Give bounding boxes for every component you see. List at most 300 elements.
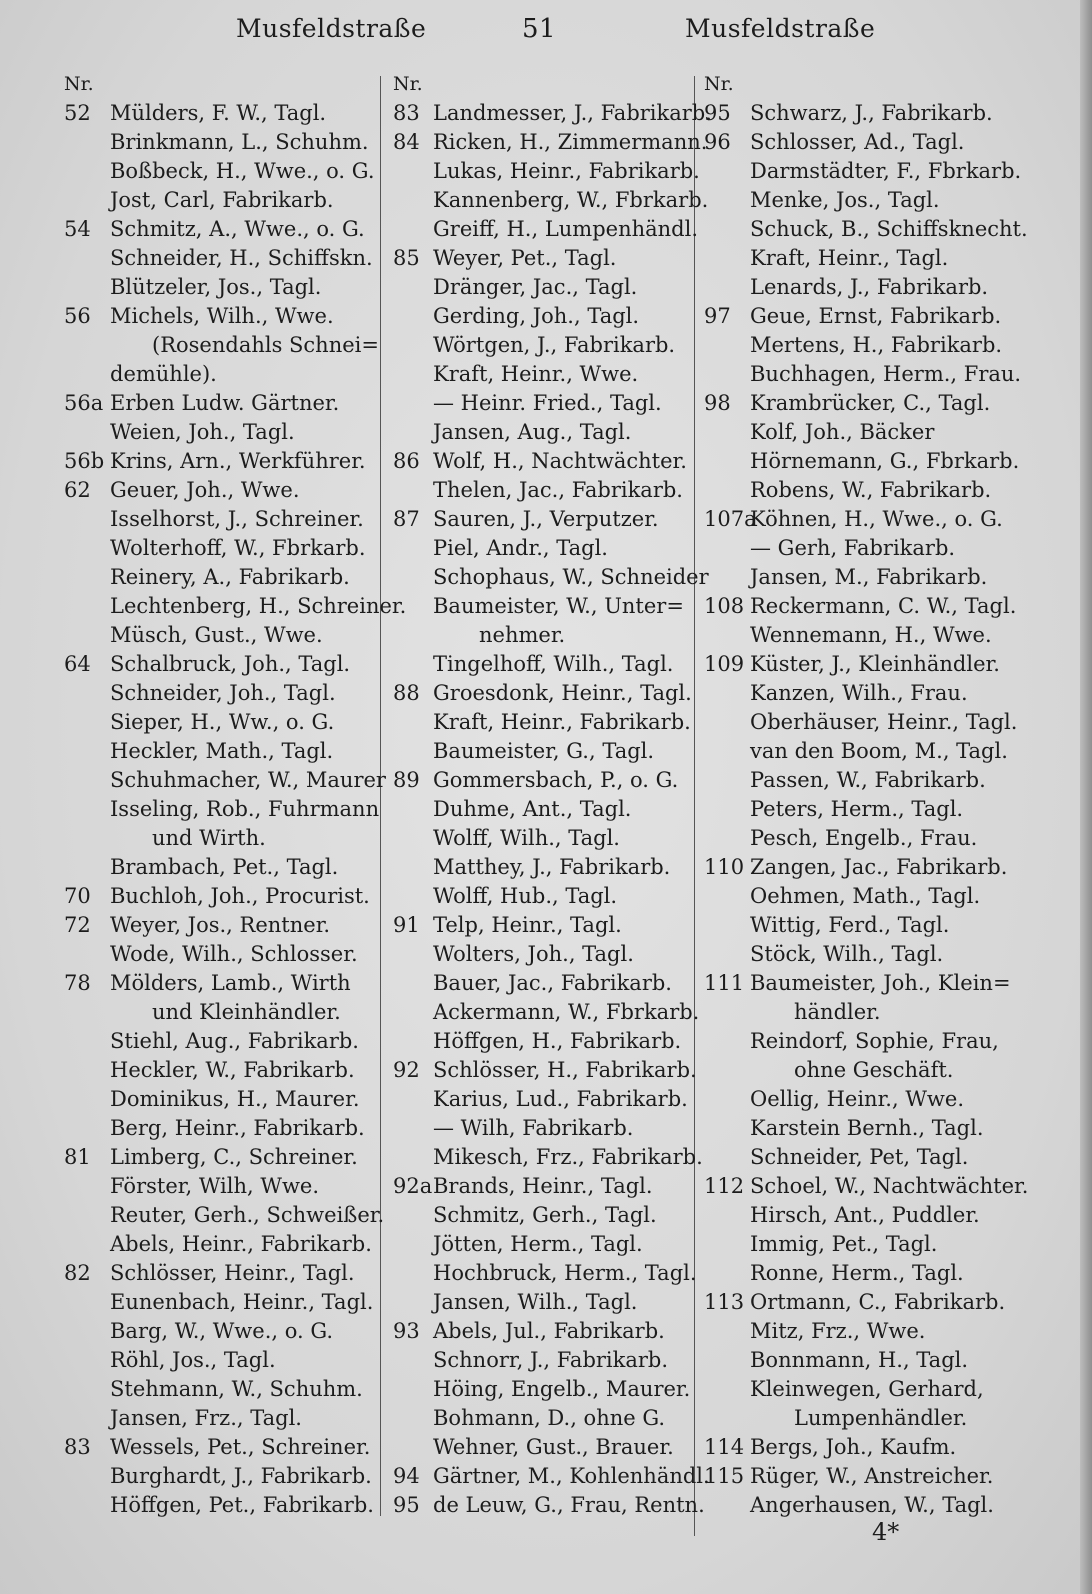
directory-entry	[393, 1317, 693, 1346]
resident-entry: Weyer, Pet., Tagl.	[433, 246, 617, 270]
directory-entry	[704, 650, 1024, 679]
directory-entry	[704, 302, 1024, 331]
directory-entry	[704, 273, 1024, 302]
directory-entry	[393, 1027, 693, 1056]
resident-entry: Jost, Carl, Fabrikarb.	[110, 188, 334, 212]
resident-entry: Oellig, Heinr., Wwe.	[750, 1087, 964, 1111]
directory-entry	[704, 795, 1024, 824]
directory-entry	[704, 1288, 1024, 1317]
directory-entry	[64, 1404, 376, 1433]
resident-entry: Mikesch, Frz., Fabrikarb.	[433, 1145, 703, 1169]
resident-entry: Bauer, Jac., Fabrikarb.	[433, 971, 672, 995]
directory-entry	[393, 1375, 693, 1404]
resident-entry: Zangen, Jac., Fabrikarb.	[750, 855, 1008, 879]
resident-entry: Jötten, Herm., Tagl.	[433, 1232, 643, 1256]
resident-entry: Bergs, Joh., Kaufm.	[750, 1435, 957, 1459]
resident-entry: van den Boom, M., Tagl.	[750, 739, 1008, 763]
house-number: 112	[704, 1174, 745, 1198]
directory-entry	[64, 302, 376, 331]
house-number: 111	[704, 971, 745, 995]
directory-entry	[393, 969, 693, 998]
resident-entry: Kleinwegen, Gerhard,	[750, 1377, 984, 1401]
resident-entry: Wolterhoff, W., Fbrkarb.	[110, 536, 366, 560]
resident-entry: Dominikus, H., Maurer.	[110, 1087, 360, 1111]
directory-entry	[393, 273, 693, 302]
resident-entry: Abels, Jul., Fabrikarb.	[433, 1319, 665, 1343]
resident-entry: Stiehl, Aug., Fabrikarb.	[110, 1029, 359, 1053]
resident-entry: Weien, Joh., Tagl.	[110, 420, 295, 444]
directory-entry	[64, 1462, 376, 1491]
directory-entry	[704, 737, 1024, 766]
resident-entry: Röhl, Jos., Tagl.	[110, 1348, 276, 1372]
resident-entry: Weyer, Jos., Rentner.	[110, 913, 331, 937]
directory-entry	[393, 157, 700, 186]
signature-mark: 4*	[872, 1518, 900, 1546]
directory-entry	[704, 621, 1024, 650]
directory-entry	[64, 563, 376, 592]
directory-entry	[64, 1114, 376, 1143]
resident-entry: Tingelhoff, Wilh., Tagl.	[433, 652, 674, 676]
header-street-left: Musfeldstraße	[236, 14, 427, 43]
resident-entry: Küster, J., Kleinhändler.	[750, 652, 1000, 676]
directory-entry	[64, 360, 376, 389]
directory-entry	[393, 1404, 693, 1433]
house-number: 91	[393, 913, 420, 937]
directory-entry	[64, 1201, 385, 1230]
directory-entry	[393, 128, 708, 157]
resident-entry: Burghardt, J., Fabrikarb.	[110, 1464, 372, 1488]
resident-entry: Lechtenberg, H., Schreiner.	[110, 594, 407, 618]
resident-entry: Baumeister, W., Unter=	[433, 594, 684, 618]
resident-entry: Erben Ludw. Gärtner.	[110, 391, 340, 415]
resident-entry: — Gerh, Fabrikarb.	[750, 536, 956, 560]
resident-entry: Karius, Lud., Fabrikarb.	[433, 1087, 688, 1111]
resident-entry: Ricken, H., Zimmermann.	[433, 130, 708, 154]
resident-entry: Brinkmann, L., Schuhm.	[110, 130, 369, 154]
resident-entry: und Wirth.	[152, 826, 266, 850]
directory-entry	[64, 505, 376, 534]
resident-entry: Wennemann, H., Wwe.	[750, 623, 992, 647]
resident-entry: Mertens, H., Fabrikarb.	[750, 333, 1003, 357]
directory-entry	[64, 1056, 376, 1085]
resident-entry: demühle).	[110, 362, 217, 386]
directory-entry	[393, 1201, 693, 1230]
directory-entry	[393, 302, 693, 331]
directory-entry	[64, 1491, 376, 1520]
directory-entry	[64, 650, 376, 679]
resident-entry: Schmitz, Gerh., Tagl.	[433, 1203, 657, 1227]
directory-entry	[393, 824, 693, 853]
resident-entry: Brambach, Pet., Tagl.	[110, 855, 339, 879]
resident-entry: Hochbruck, Herm., Tagl.	[433, 1261, 697, 1285]
resident-entry: Heckler, Math., Tagl.	[110, 739, 334, 763]
resident-entry: Geuer, Joh., Wwe.	[110, 478, 300, 502]
resident-entry: Kraft, Heinr., Wwe.	[433, 362, 639, 386]
resident-entry: und Kleinhändler.	[152, 1000, 341, 1024]
directory-entry	[64, 708, 376, 737]
resident-entry: Kannenberg, W., Fbrkarb.	[433, 188, 709, 212]
directory-entry	[64, 853, 376, 882]
directory-entry	[704, 1404, 1024, 1433]
resident-entry: Hörnemann, G., Fbrkarb.	[750, 449, 1020, 473]
directory-entry	[393, 650, 693, 679]
resident-entry: Schlösser, H., Fabrikarb.	[433, 1058, 697, 1082]
resident-entry: Eunenbach, Heinr., Tagl.	[110, 1290, 374, 1314]
directory-entry	[64, 476, 376, 505]
house-number: 107a	[704, 507, 757, 531]
resident-entry: Jansen, Wilh., Tagl.	[433, 1290, 638, 1314]
resident-entry: Höing, Engelb., Maurer.	[433, 1377, 691, 1401]
resident-entry: Gerding, Joh., Tagl.	[433, 304, 640, 328]
directory-entry	[704, 1230, 1024, 1259]
resident-entry: de Leuw, G., Frau, Rentn.	[433, 1493, 705, 1517]
resident-entry: Gärtner, M., Kohlenhändl.	[433, 1464, 710, 1488]
house-number: 82	[64, 1261, 91, 1285]
resident-entry: Immig, Pet., Tagl.	[750, 1232, 938, 1256]
directory-entry	[64, 621, 376, 650]
directory-entry	[704, 969, 1024, 998]
directory-entry	[64, 1143, 376, 1172]
directory-entry	[64, 447, 376, 476]
resident-entry: Darmstädter, F., Fbrkarb.	[750, 159, 1022, 183]
header-street-right: Musfeldstraße	[685, 14, 876, 43]
resident-entry: Stehmann, W., Schuhm.	[110, 1377, 363, 1401]
resident-entry: Schalbruck, Joh., Tagl.	[110, 652, 351, 676]
directory-entry	[704, 592, 1024, 621]
house-number: 81	[64, 1145, 91, 1169]
directory-entry	[704, 1491, 1024, 1520]
directory-entry	[704, 1462, 1024, 1491]
resident-entry: Schmitz, A., Wwe., o. G.	[110, 217, 365, 241]
directory-entry	[393, 563, 709, 592]
house-number: 98	[704, 391, 731, 415]
directory-entry	[64, 128, 376, 157]
resident-entry: — Heinr. Fried., Tagl.	[433, 391, 662, 415]
resident-entry: Krins, Arn., Werkführer.	[110, 449, 366, 473]
directory-entry	[704, 882, 1024, 911]
resident-entry: Mülders, F. W., Tagl.	[110, 101, 327, 125]
resident-entry: Schuck, B., Schiffsknecht.	[750, 217, 1028, 241]
directory-entry	[704, 244, 1024, 273]
resident-entry: Reckermann, C. W., Tagl.	[750, 594, 1017, 618]
directory-entry	[64, 737, 376, 766]
house-number: 95	[393, 1493, 420, 1517]
directory-entry	[704, 940, 1024, 969]
house-number: 92a	[393, 1174, 433, 1198]
resident-entry: Wolff, Hub., Tagl.	[433, 884, 618, 908]
house-number: 54	[64, 217, 91, 241]
resident-entry: Heckler, W., Fabrikarb.	[110, 1058, 355, 1082]
directory-entry	[704, 157, 1024, 186]
page-edge	[1080, 0, 1092, 1594]
house-number: 113	[704, 1290, 745, 1314]
directory-entry	[704, 534, 1024, 563]
resident-entry: Piel, Andr., Tagl.	[433, 536, 608, 560]
directory-entry	[393, 331, 693, 360]
directory-entry	[704, 563, 1024, 592]
resident-entry: Telp, Heinr., Tagl.	[433, 913, 622, 937]
house-number: 56a	[64, 391, 104, 415]
directory-entry	[393, 940, 693, 969]
directory-entry	[704, 476, 1024, 505]
directory-entry	[704, 998, 1024, 1027]
resident-entry: Rüger, W., Anstreicher.	[750, 1464, 994, 1488]
resident-entry: Mölders, Lamb., Wirth	[110, 971, 351, 995]
directory-entry	[64, 824, 376, 853]
resident-entry: Robens, W., Fabrikarb.	[750, 478, 992, 502]
house-number: 83	[64, 1435, 91, 1459]
directory-entry	[393, 679, 693, 708]
resident-entry: Passen, W., Fabrikarb.	[750, 768, 986, 792]
resident-entry: Sauren, J., Verputzer.	[433, 507, 659, 531]
resident-entry: Schophaus, W., Schneider	[433, 565, 709, 589]
directory-entry	[393, 1230, 693, 1259]
directory-entry	[64, 215, 376, 244]
resident-entry: Reindorf, Sophie, Frau,	[750, 1029, 999, 1053]
resident-entry: Schneider, H., Schiffskn.	[110, 246, 373, 270]
directory-entry	[64, 331, 379, 360]
house-number: 89	[393, 768, 420, 792]
directory-entry	[64, 1085, 376, 1114]
resident-entry: Hirsch, Ant., Puddler.	[750, 1203, 980, 1227]
resident-entry: Höffgen, H., Fabrikarb.	[433, 1029, 682, 1053]
resident-entry: Köhnen, H., Wwe., o. G.	[750, 507, 1003, 531]
resident-entry: Oehmen, Math., Tagl.	[750, 884, 981, 908]
directory-entry	[393, 795, 693, 824]
resident-entry: (Rosendahls Schnei=	[152, 333, 379, 357]
house-number: 78	[64, 971, 91, 995]
resident-entry: Wolff, Wilh., Tagl.	[433, 826, 620, 850]
house-number: 88	[393, 681, 420, 705]
directory-entry	[393, 447, 693, 476]
resident-entry: Limberg, C., Schreiner.	[110, 1145, 358, 1169]
resident-entry: Jansen, M., Fabrikarb.	[750, 565, 988, 589]
resident-entry: Menke, Jos., Tagl.	[750, 188, 940, 212]
resident-entry: Isselhorst, J., Schreiner.	[110, 507, 364, 531]
directory-entry	[393, 853, 693, 882]
resident-entry: Landmesser, J., Fabrikarb.	[433, 101, 712, 125]
resident-entry: Boßbeck, H., Wwe., o. G.	[110, 159, 375, 183]
directory-entry	[64, 766, 386, 795]
directory-entry	[393, 1172, 693, 1201]
page-number: 51	[522, 14, 557, 44]
house-number: 114	[704, 1435, 745, 1459]
resident-entry: Wörtgen, J., Fabrikarb.	[433, 333, 676, 357]
directory-entry	[704, 1085, 1024, 1114]
directory-entry	[393, 99, 712, 128]
directory-entry	[704, 1433, 1024, 1462]
resident-entry: Berg, Heinr., Fabrikarb.	[110, 1116, 365, 1140]
directory-entry	[704, 1172, 1029, 1201]
directory-entry	[64, 244, 376, 273]
directory-entry	[393, 534, 693, 563]
nr-label: Nr.	[64, 73, 94, 95]
resident-entry: Stöck, Wilh., Tagl.	[750, 942, 944, 966]
directory-entry	[704, 360, 1024, 389]
directory-entry	[64, 795, 380, 824]
directory-entry	[704, 679, 1024, 708]
resident-entry: Abels, Heinr., Fabrikarb.	[110, 1232, 372, 1256]
directory-entry	[393, 418, 693, 447]
directory-entry	[704, 1027, 1024, 1056]
directory-entry	[64, 186, 376, 215]
resident-entry: Müsch, Gust., Wwe.	[110, 623, 323, 647]
directory-entry	[393, 911, 693, 940]
directory-entry	[393, 766, 693, 795]
resident-entry: Kraft, Heinr., Fabrikarb.	[433, 710, 691, 734]
resident-entry: Dränger, Jac., Tagl.	[433, 275, 638, 299]
resident-entry: Pesch, Engelb., Frau.	[750, 826, 978, 850]
directory-entry	[393, 1085, 693, 1114]
directory-entry	[704, 128, 1024, 157]
resident-entry: Ortmann, C., Fabrikarb.	[750, 1290, 1006, 1314]
directory-entry	[64, 1346, 376, 1375]
directory-entry	[393, 621, 693, 650]
directory-entry	[704, 1375, 1024, 1404]
directory-entry	[704, 389, 1024, 418]
directory-entry	[393, 389, 693, 418]
resident-entry: Wolters, Joh., Tagl.	[433, 942, 634, 966]
column-divider	[380, 76, 381, 1516]
resident-entry: Kraft, Heinr., Tagl.	[750, 246, 949, 270]
resident-entry: Matthey, J., Fabrikarb.	[433, 855, 671, 879]
resident-entry: Ackermann, W., Fbrkarb.	[433, 1000, 700, 1024]
directory-entry	[393, 360, 693, 389]
directory-entry	[393, 592, 693, 621]
house-number: 110	[704, 855, 745, 879]
house-number: 96	[704, 130, 731, 154]
resident-entry: Bonnmann, H., Tagl.	[750, 1348, 969, 1372]
resident-entry: Baumeister, G., Tagl.	[433, 739, 655, 763]
directory-entry	[704, 1346, 1024, 1375]
house-number: 95	[704, 101, 731, 125]
resident-entry: Oberhäuser, Heinr., Tagl.	[750, 710, 1018, 734]
directory-entry	[64, 273, 376, 302]
house-number: 52	[64, 101, 91, 125]
directory-entry	[393, 1433, 693, 1462]
resident-entry: Lenards, J., Fabrikarb.	[750, 275, 989, 299]
directory-entry	[393, 998, 700, 1027]
directory-entry	[64, 911, 376, 940]
directory-entry	[64, 534, 376, 563]
resident-entry: Karstein Bernh., Tagl.	[750, 1116, 984, 1140]
directory-entry	[393, 1143, 703, 1172]
directory-entry	[704, 186, 1024, 215]
resident-entry: Reuter, Gerh., Schweißer.	[110, 1203, 385, 1227]
resident-entry: Isseling, Rob., Fuhrmann	[110, 797, 380, 821]
directory-entry	[704, 1056, 1024, 1085]
resident-entry: Kanzen, Wilh., Frau.	[750, 681, 968, 705]
directory-entry	[704, 1259, 1024, 1288]
house-number: 84	[393, 130, 420, 154]
resident-entry: Brands, Heinr., Tagl.	[433, 1174, 653, 1198]
resident-entry: Barg, W., Wwe., o. G.	[110, 1319, 334, 1343]
house-number: 97	[704, 304, 731, 328]
directory-entry	[393, 1346, 693, 1375]
resident-entry: Schneider, Pet, Tagl.	[750, 1145, 969, 1169]
directory-entry	[64, 1259, 376, 1288]
house-number: 92	[393, 1058, 420, 1082]
directory-entry	[393, 505, 693, 534]
directory-entry	[64, 592, 407, 621]
resident-entry: nehmer.	[479, 623, 566, 647]
directory-entry	[704, 1201, 1024, 1230]
house-number: 86	[393, 449, 420, 473]
house-number: 56b	[64, 449, 105, 473]
house-number: 87	[393, 507, 420, 531]
directory-entry	[64, 99, 376, 128]
directory-entry	[393, 737, 693, 766]
resident-entry: Greiff, H., Lumpenhändl.	[433, 217, 699, 241]
resident-entry: Angerhausen, W., Tagl.	[750, 1493, 994, 1517]
resident-entry: Buchloh, Joh., Procurist.	[110, 884, 370, 908]
directory-entry	[393, 476, 693, 505]
house-number: 72	[64, 913, 91, 937]
directory-entry	[393, 708, 693, 737]
directory-entry	[393, 244, 693, 273]
house-number: 93	[393, 1319, 420, 1343]
resident-entry: Blützeler, Jos., Tagl.	[110, 275, 322, 299]
resident-entry: Schlösser, Heinr., Tagl.	[110, 1261, 355, 1285]
directory-entry	[393, 186, 709, 215]
house-number: 94	[393, 1464, 420, 1488]
resident-entry: Kolf, Joh., Bäcker	[750, 420, 935, 444]
resident-entry: Krambrücker, C., Tagl.	[750, 391, 991, 415]
resident-entry: Wittig, Ferd., Tagl.	[750, 913, 950, 937]
directory-entry	[704, 708, 1024, 737]
resident-entry: Michels, Wilh., Wwe.	[110, 304, 334, 328]
column-2	[393, 70, 712, 1520]
directory-entry	[704, 331, 1024, 360]
resident-entry: Mitz, Frz., Wwe.	[750, 1319, 926, 1343]
resident-entry: Ronne, Herm., Tagl.	[750, 1261, 964, 1285]
directory-entry	[64, 1375, 376, 1404]
resident-entry: Wessels, Pet., Schreiner.	[110, 1435, 371, 1459]
directory-entry	[393, 1259, 697, 1288]
nr-label: Nr.	[704, 73, 734, 95]
page-header	[0, 10, 1092, 50]
resident-entry: händler.	[794, 1000, 881, 1024]
directory-entry	[393, 215, 699, 244]
house-number: 115	[704, 1464, 745, 1488]
resident-entry: Buchhagen, Herm., Frau.	[750, 362, 1022, 386]
resident-entry: Wode, Wilh., Schlosser.	[110, 942, 358, 966]
directory-entry	[393, 1462, 710, 1491]
house-number: 85	[393, 246, 420, 270]
resident-entry: Duhme, Ant., Tagl.	[433, 797, 632, 821]
directory-entry	[64, 969, 376, 998]
directory-entry	[704, 1317, 1024, 1346]
directory-entry	[393, 1491, 705, 1520]
directory-entry	[64, 1230, 376, 1259]
resident-entry: Schlosser, Ad., Tagl.	[750, 130, 965, 154]
directory-entry	[704, 1143, 1024, 1172]
resident-entry: Reinery, A., Fabrikarb.	[110, 565, 350, 589]
directory-entry	[64, 389, 376, 418]
resident-entry: Schuhmacher, W., Maurer	[110, 768, 386, 792]
resident-entry: Thelen, Jac., Fabrikarb.	[433, 478, 683, 502]
directory-entry	[64, 882, 376, 911]
directory-entry	[704, 99, 1024, 128]
directory-entry	[704, 911, 1024, 940]
directory-entry	[704, 1114, 1024, 1143]
resident-entry: Lumpenhändler.	[794, 1406, 968, 1430]
directory-entry	[393, 1288, 693, 1317]
house-number: 62	[64, 478, 91, 502]
resident-entry: ohne Geschäft.	[794, 1058, 954, 1082]
directory-entry	[393, 1056, 697, 1085]
resident-entry: Schnorr, J., Fabrikarb.	[433, 1348, 669, 1372]
